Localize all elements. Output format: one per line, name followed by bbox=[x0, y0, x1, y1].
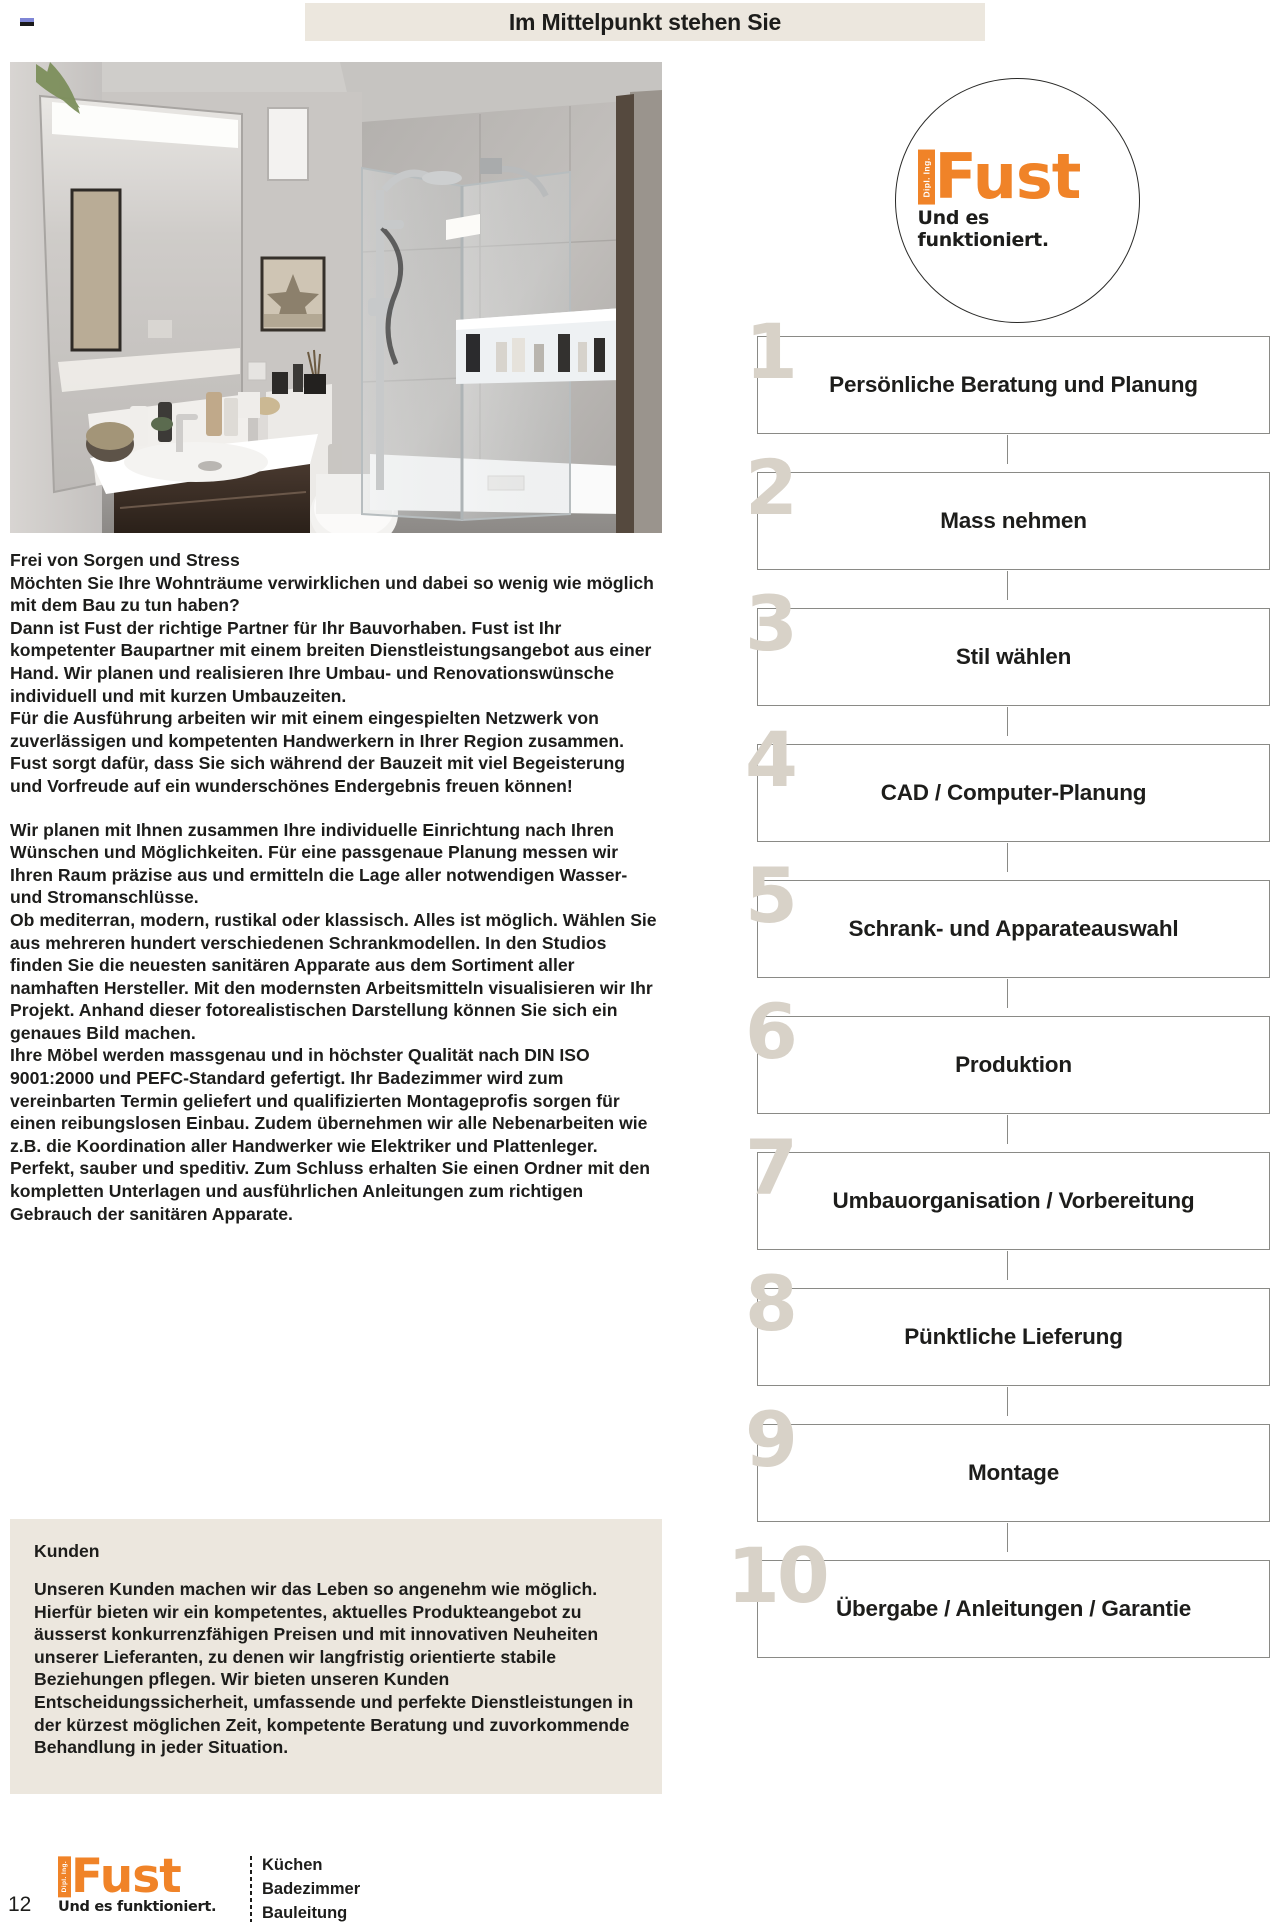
step-label: Umbauorganisation / Vorbereitung bbox=[832, 1188, 1195, 1213]
step-connector-line bbox=[1007, 707, 1008, 736]
step-label: Montage bbox=[967, 1460, 1060, 1485]
article-paragraph: Ihre Möbel werden massgenau und in höchster Qualität nach DIN ISO 9001:2000 und PEFC-Standard gefertigt. Ihr Badezimmer wird zum vereinbarten Termin geliefert und qualifizierten Montageprofis sorgen für einen reibungslosen Einbau. Zudem übernehmen wir alle Nebenarbeiten wie z.B. die Koordination aller Handwerker wie Elektriker und Plattenleger. Perfekt, sauber und speditiv. Zum Schluss erhalten Sie einen Ordner mit den kompletten Unterlagen und ausführlichen Anleitungen zum richtigen Gebrauch der sanitären Apparate. bbox=[10, 1045, 651, 1224]
process-step bbox=[745, 579, 1270, 707]
step-connector-line bbox=[1007, 843, 1008, 872]
step-connector-line bbox=[1007, 435, 1008, 464]
fust-logo bbox=[58, 1849, 238, 1916]
step-box bbox=[757, 608, 1270, 706]
left-column bbox=[10, 62, 662, 1225]
step-connector-line bbox=[1007, 979, 1008, 1008]
footer-fust-logo bbox=[58, 1849, 238, 1916]
footer-service-item: Badezimmer bbox=[262, 1879, 361, 1898]
process-step bbox=[745, 987, 1270, 1115]
step-label: Stil wählen bbox=[955, 644, 1072, 669]
fust-logo-circle bbox=[895, 78, 1140, 323]
step-number: 8 bbox=[745, 1259, 795, 1348]
step-label: Produktion bbox=[955, 1052, 1072, 1077]
step-box bbox=[757, 1016, 1270, 1114]
step-number: 4 bbox=[745, 715, 795, 804]
step-connector-line bbox=[1007, 1523, 1008, 1552]
step-number: 9 bbox=[745, 1395, 795, 1484]
step-box bbox=[757, 472, 1270, 570]
page-header-band bbox=[305, 3, 985, 41]
registration-color-marker bbox=[20, 18, 34, 30]
paragraph-spacer bbox=[10, 798, 662, 819]
process-step bbox=[745, 851, 1270, 979]
step-box bbox=[757, 1152, 1270, 1250]
step-number: 10 bbox=[727, 1531, 827, 1620]
step-box bbox=[757, 1288, 1270, 1386]
step-connector-line bbox=[1007, 571, 1008, 600]
fust-logo-tagline: Und es funktioniert. bbox=[917, 206, 1049, 251]
article-paragraph: Für die Ausführung arbeiten wir mit einem eingespielten Netzwerk von zuverlässigen und kompetenten Handwerkern in Ihrer Region zusammen. Fust sorgt dafür, dass Sie sich während der Bauzeit mit viel Begeisterung und Vorfreude auf ein wunderschönes Endergebnis freuen können! bbox=[10, 708, 625, 796]
fust-logo-wordmark: Fust bbox=[71, 1849, 181, 1904]
fust-logo-row bbox=[58, 1849, 238, 1904]
page-title: Im Mittelpunkt stehen Sie bbox=[508, 8, 782, 35]
fust-logo-wordmark: Fust bbox=[934, 140, 1081, 214]
fust-logo-dipl-ing: Dipl. Ing. bbox=[58, 1856, 71, 1897]
kunden-text: Unseren Kunden machen wir das Leben so angenehm wie möglich. Hierfür bieten wir ein kompetentes, aktuelles Produkteangebot zu äusserst konkurrenzfähigen Preisen und mit innovativen Neuheiten unserer Lieferanten, zu denen wir langfristig orientierte stabile Beziehungen pflegen. Wir bieten unseren Kunden Entscheidungssicherheit, umfassende und perfekte Dienstleistungen in der kürzest möglichen Zeit, kompetente Beratung und zuvorkommende Behandlung in jeder Situation. bbox=[34, 1579, 634, 1758]
step-number: 1 bbox=[745, 307, 795, 396]
step-label: Persönliche Beratung und Planung bbox=[829, 372, 1198, 397]
step-label: Schrank- und Apparateauswahl bbox=[848, 916, 1179, 941]
article-paragraph: Dann ist Fust der richtige Partner für Ihr Bauvorhaben. Fust ist Ihr kompetenter Baupartner mit einem breiten Dienstleistungsangebot aus einer Hand. Wir planen und realisieren Ihre Umbau- und Renovationswünsche individuell und mit kurzen Umbauzeiten. bbox=[10, 617, 652, 706]
step-box bbox=[757, 880, 1270, 978]
page-number: 12 bbox=[8, 1893, 32, 1916]
process-step bbox=[745, 715, 1270, 843]
step-connector-line bbox=[1007, 1387, 1008, 1416]
bathroom-photo bbox=[10, 62, 662, 533]
step-number: 2 bbox=[745, 443, 795, 532]
article-paragraph: Möchten Sie Ihre Wohnträume verwirklichen und dabei so wenig wie möglich mit dem Bau zu tun haben? bbox=[10, 572, 654, 616]
step-number: 7 bbox=[745, 1123, 795, 1212]
fust-logo bbox=[917, 140, 1118, 251]
process-step bbox=[745, 1395, 1270, 1523]
fust-logo-row bbox=[918, 140, 1118, 214]
footer-service-item: Bauleitung bbox=[262, 1903, 348, 1922]
kunden-callout-box bbox=[10, 1519, 662, 1794]
step-connector-line bbox=[1007, 1115, 1008, 1144]
fust-logo-tagline: Und es funktioniert. bbox=[58, 1899, 217, 1916]
process-steps-flow bbox=[727, 307, 1270, 1659]
article-body bbox=[10, 549, 662, 1225]
process-step bbox=[745, 1123, 1270, 1251]
footer-services-list bbox=[262, 1854, 360, 1926]
process-step bbox=[727, 1531, 1270, 1659]
step-number: 6 bbox=[745, 987, 795, 1076]
page-footer bbox=[0, 1848, 1280, 1929]
step-number: 3 bbox=[745, 579, 795, 668]
step-label: Pünktliche Lieferung bbox=[904, 1324, 1123, 1349]
step-connector-line bbox=[1007, 1251, 1008, 1280]
process-step bbox=[745, 1259, 1270, 1387]
process-step bbox=[745, 443, 1270, 571]
step-number: 5 bbox=[745, 851, 795, 940]
kunden-title: Kunden bbox=[34, 1541, 100, 1561]
step-label: Mass nehmen bbox=[940, 508, 1087, 533]
article-lead-heading: Frei von Sorgen und Stress bbox=[10, 550, 240, 570]
step-box bbox=[757, 1424, 1270, 1522]
step-box bbox=[757, 1560, 1270, 1658]
footer-dotted-divider bbox=[250, 1856, 252, 1922]
fust-logo-dipl-ing: Dipl. Ing. bbox=[918, 150, 935, 205]
step-box bbox=[757, 744, 1270, 842]
article-paragraph: Ob mediterran, modern, rustikal oder klassisch. Alles ist möglich. Wählen Sie aus mehreren hundert verschiedenen Schrankmodellen. In den Studios finden Sie die neuesten sanitären Apparate aus dem Sortiment aller namhaften Hersteller. Mit den modernsten Arbeitsmitteln visualisieren wir Ihr Projekt. Anhand dieser fotorealistischen Darstellung können Sie sich ein genaues Bild machen. bbox=[10, 909, 657, 1043]
step-label: CAD / Computer-Planung bbox=[880, 780, 1147, 805]
footer-service-item: Küchen bbox=[262, 1856, 323, 1874]
step-label: Übergabe / Anleitungen / Garantie bbox=[835, 1596, 1192, 1621]
step-box bbox=[757, 336, 1270, 434]
process-step bbox=[745, 307, 1270, 435]
article-paragraph: Wir planen mit Ihnen zusammen Ihre individuelle Einrichtung nach Ihren Wünschen und Möglichkeiten. Für eine passgenaue Planung messen wir Ihren Raum präzise aus und ermitteln die Lage aller notwendigen Wasser- und Stromanschlüsse. bbox=[10, 819, 628, 908]
